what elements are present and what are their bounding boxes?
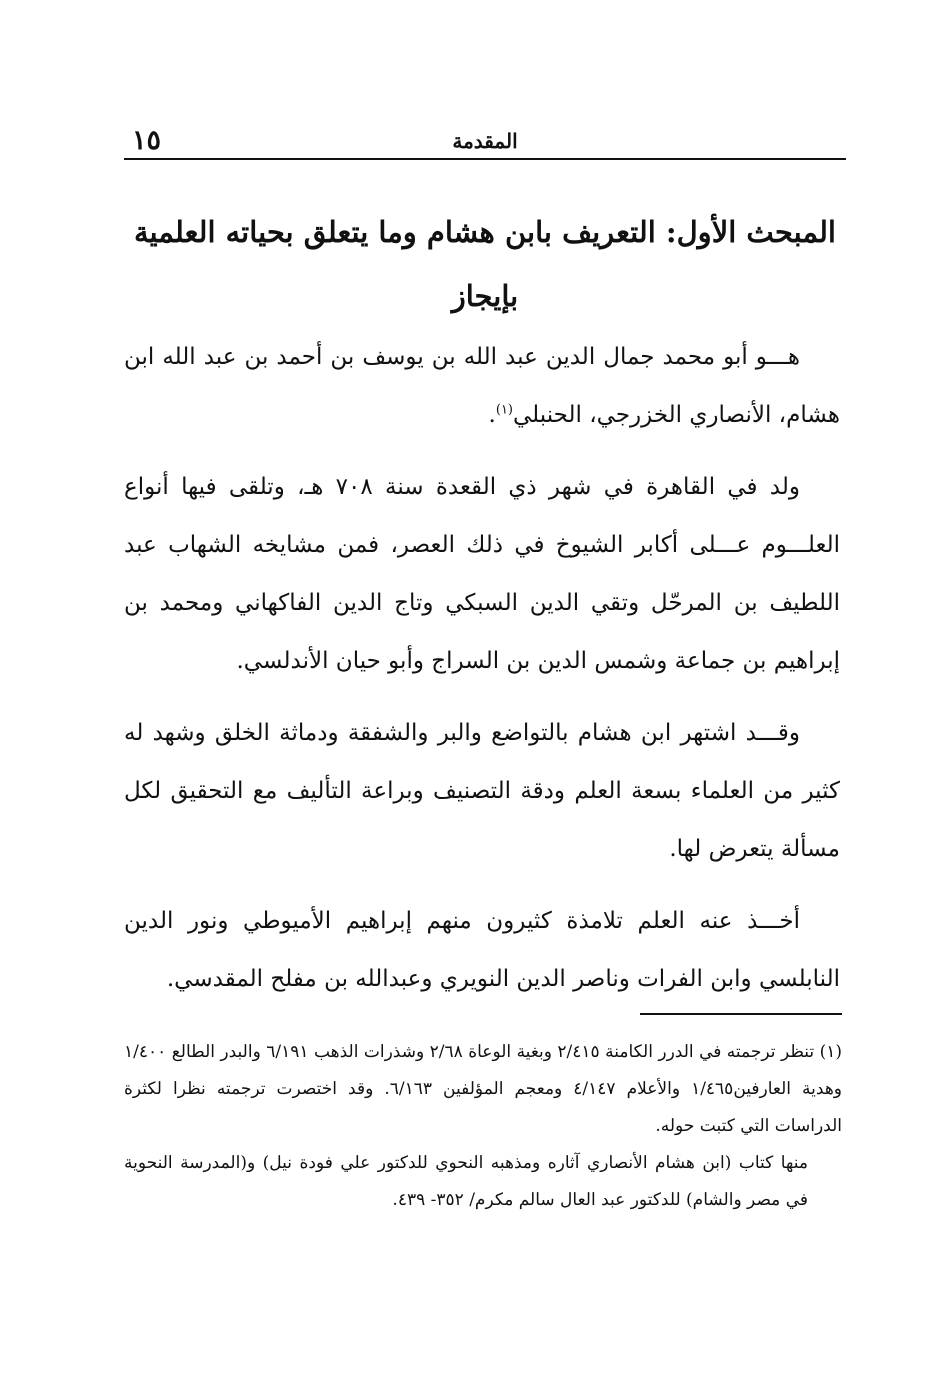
footnote-separator — [640, 1013, 842, 1015]
paragraph-birth: ولد في القاهرة في شهر ذي القعدة سنة ٧٠٨ هـ، وتلقى فيها أنواع العلـــوم عـــلى أكابر الشيوخ في ذلك العصر، فمن مشايخه الشهاب عبد اللطيف بن المرحّل وتقي الدين السبكي وتاج الدين الفاكهاني ومحمد بن إبراهيم بن جماعة وشمس الدين بن السراج وأبو حيان الأندلسي. — [124, 474, 840, 674]
main-text — [124, 328, 840, 1022]
paragraph-reputation: وقـــد اشتهر ابن هشام بالتواضع والبر والشفقة ودماثة الخلق وشهد له كثير من العلماء بسعة العلم ودقة التصنيف وبراعة التأليف مع التحقيق لكل مسألة يتعرض لها. — [124, 720, 840, 862]
paragraph-biography — [124, 328, 840, 444]
footnotes — [124, 1034, 842, 1219]
footnote-1 — [124, 1034, 842, 1145]
running-title: المقدمة — [452, 129, 518, 153]
page-header — [124, 126, 846, 160]
footnote-reference[interactable]: (١) — [495, 402, 513, 418]
footnote-1-continuation: منها كتاب (ابن هشام الأنصاري آثاره ومذهبه النحوي للدكتور علي فودة نيل) و(المدرسة النحوية في مصر والشام) للدكتور عبد العال سالم مكرم/ ٣٥٢- ٤٣٩. — [124, 1153, 808, 1210]
page-number: ١٥ — [132, 125, 162, 156]
footnote-1-marker: (١) — [819, 1042, 843, 1062]
footnote-1-text: تنظر ترجمته في الدرر الكامنة ٢/٤١٥ وبغية الوعاة ٢/٦٨ وشذرات الذهب ٦/١٩١ والبدر الطالع ١/٤٠٠ وهدية العارفين١/٤٦٥ والأعلام ٤/١٤٧ ومعجم المؤلفين ٦/١٦٣. وقد اختصرت ترجمته نظرا لكثرة الدراسات التي كتبت حوله. — [124, 1042, 842, 1136]
paragraph-1-text: هـــو أبو محمد جمال الدين عبد الله بن يوسف بن أحمد بن عبد الله ابن هشام، الأنصاري الخزرجي، الحنبلي — [124, 344, 840, 428]
paragraph-1-end: . — [488, 402, 496, 428]
paragraph-students: أخـــذ عنه العلم تلامذة كثيرون منهم إبراهيم الأميوطي ونور الدين النابلسي وابن الفرات وناصر الدين النويري وعبدالله بن مفلح المقدسي. — [124, 908, 840, 992]
section-heading: المبحث الأول: التعريف بابن هشام وما يتعلق بحياته العلمية بإيجاز — [133, 215, 836, 313]
